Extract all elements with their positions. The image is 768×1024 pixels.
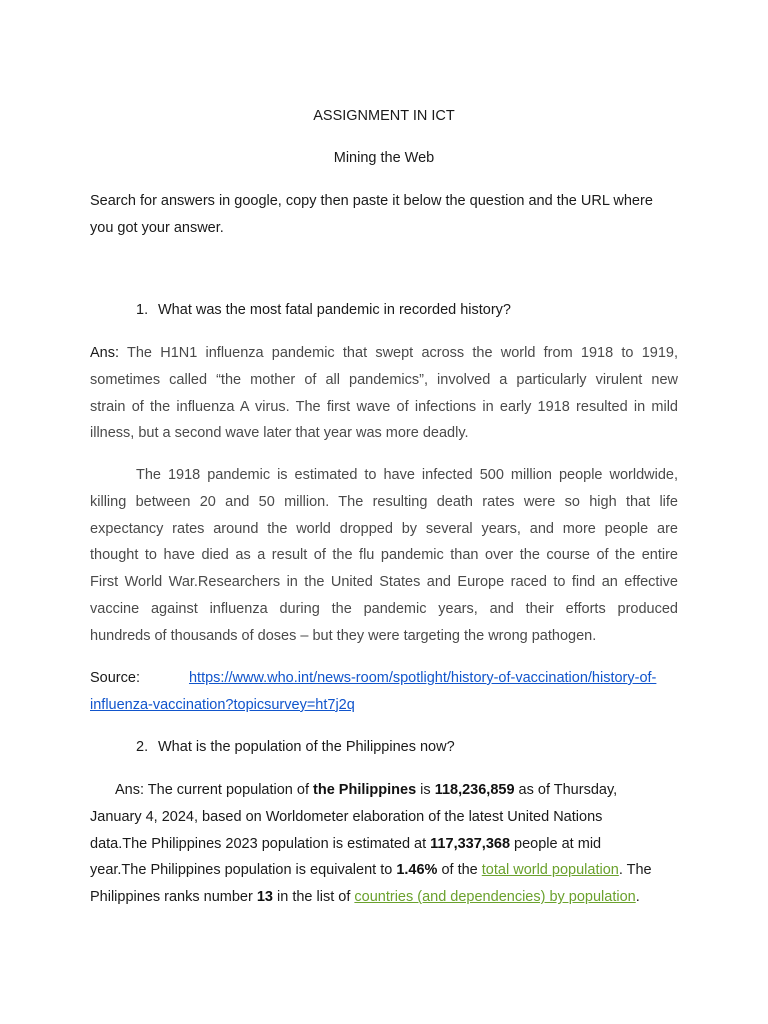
answer-line: [90, 340, 678, 367]
question-number: 2.: [136, 739, 149, 755]
source-link-continued[interactable]: influenza-vaccination?topicsurvey=ht7j2q: [90, 696, 355, 713]
answer-line: [90, 884, 678, 911]
instructions-line: you got your answer.: [90, 219, 224, 236]
source-line: [90, 665, 678, 692]
source-label: Source:: [90, 670, 140, 686]
answer-text: .: [635, 889, 640, 906]
question-text: What is the population of the Philippines now?: [158, 739, 455, 755]
answer-2: [90, 777, 678, 911]
answer-text: people at mid: [510, 835, 602, 852]
source-link[interactable]: https://www.who.int/news-room/spotlight/history-of-vaccination/history-of-: [188, 670, 657, 686]
answer-text: . The: [618, 862, 652, 879]
question-text: What was the most fatal pandemic in recorded history?: [158, 302, 511, 318]
answer-line: hundreds of thousands of doses – but they were targeting the wrong pathogen.: [90, 627, 597, 644]
source-line: [90, 692, 678, 719]
answer-line: First World War.Researchers in the United States and Europe raced to find an effective: [90, 574, 678, 591]
document-subtitle: Mining the Web: [333, 150, 435, 166]
world-population-link[interactable]: total world population: [481, 862, 619, 879]
answer-line: sometimes called “the mother of all pandemics”, involved a particularly virulent new: [90, 371, 678, 388]
instructions: [90, 188, 678, 242]
answer-1-paragraph-1: [90, 340, 678, 447]
answer-line: The 1918 pandemic is estimated to have infected 500 million people worldwide,: [136, 467, 678, 483]
answer-text: Philippines ranks number: [90, 889, 257, 906]
answer-line: [90, 831, 678, 858]
answer-label: Ans:: [90, 345, 120, 361]
answer-line: thought to have died as a result of the flu pandemic than over the course of the entire: [90, 547, 678, 564]
answer-line: January 4, 2024, based on Worldometer elaboration of the latest United Nations: [90, 808, 603, 825]
answer-text: data.The Philippines 2023 population is estimated at: [90, 835, 431, 852]
answer-1-paragraph-2: [90, 462, 678, 650]
answer-line: [90, 777, 678, 804]
answer-text: The H1N1 influenza pandemic that swept across the world from 1918 to 1919,: [127, 345, 678, 361]
answer-line: strain of the influenza A virus. The first wave of infections in early 1918 resulted in mild: [90, 398, 678, 415]
answer-line: illness, but a second wave later that year was more deadly.: [90, 425, 469, 442]
answer-text: is: [416, 782, 435, 798]
population-2023-value: 117,337,368: [430, 835, 511, 852]
answer-line: vaccine against influenza during the pandemic years, and their efforts produced: [90, 600, 678, 617]
population-value: 118,236,859: [434, 782, 515, 798]
answer-line: killing between 20 and 50 million. The resulting death rates were so high that life: [90, 493, 678, 510]
answer-text: year.The Philippines population is equivalent to: [90, 862, 397, 879]
percent-value: 1.46%: [396, 862, 438, 879]
question-number: 1.: [136, 302, 149, 318]
answer-text: in the list of: [272, 889, 355, 906]
rank-value: 13: [256, 889, 273, 906]
source-1: [90, 665, 678, 719]
countries-by-population-link[interactable]: countries (and dependencies) by population: [354, 889, 636, 906]
instructions-line: Search for answers in google, copy then paste it below the question and the URL where: [90, 193, 653, 209]
answer-line: [90, 857, 678, 884]
answer-line: expectancy rates around the world dropped by several years, and more people are: [90, 520, 678, 537]
answer-text: as of Thursday,: [514, 782, 618, 798]
country-name: the Philippines: [313, 782, 417, 798]
document-title: ASSIGNMENT IN ICT: [313, 108, 455, 124]
answer-text: Ans: The current population of: [115, 782, 314, 798]
answer-text: of the: [437, 862, 482, 879]
